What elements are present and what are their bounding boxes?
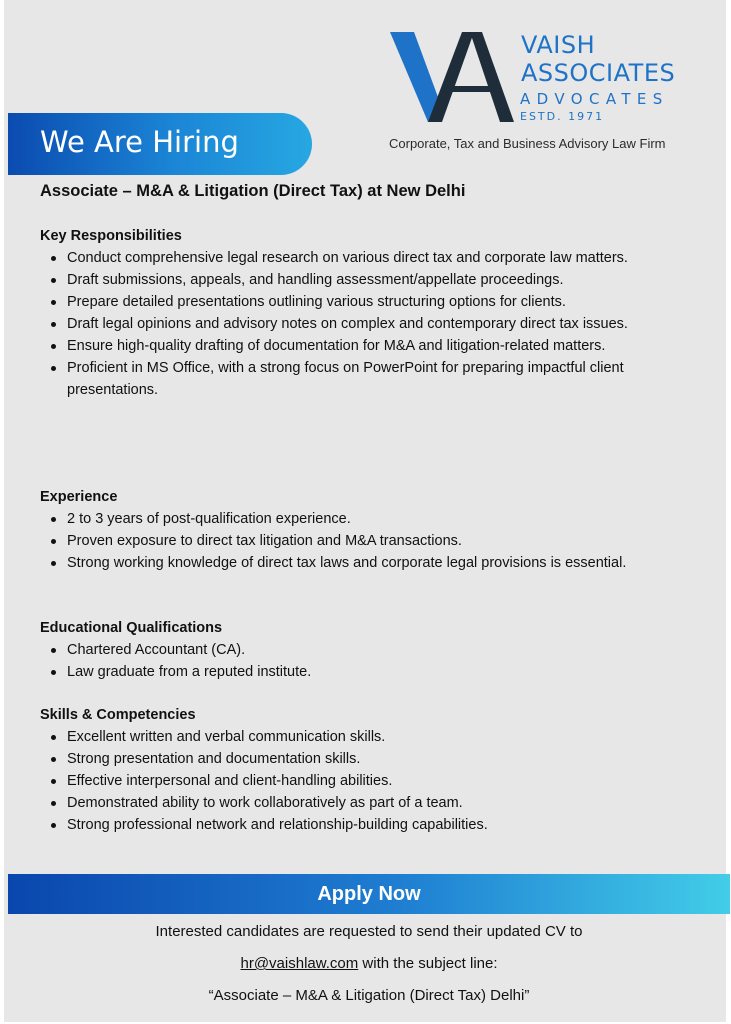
section-heading: Experience [40,489,118,505]
list-item: Strong presentation and documentation skills. [67,748,700,770]
list-item: Strong working knowledge of direct tax laws and corporate legal provisions is essential. [67,552,700,574]
education-list [40,639,700,683]
list-item: Prepare detailed presentations outlining various structuring options for clients. [67,291,700,313]
subject-line: “Associate – M&A & Litigation (Direct Tax) Delhi” [208,987,530,1004]
job-posting-page [4,0,726,1022]
hiring-banner-text: We Are Hiring [40,125,239,159]
list-item: Excellent written and verbal communication skills. [67,726,700,748]
apply-email-line [8,955,730,972]
list-item: Law graduate from a reputed institute. [67,661,700,683]
company-logo [390,30,700,130]
list-item: Draft legal opinions and advisory notes on complex and contemporary direct tax issues. [67,313,700,335]
email-link[interactable]: hr@vaishlaw.com [240,955,359,972]
apply-now-label: Apply Now [317,883,421,905]
skills-section [40,704,700,836]
brand-name-line2: ASSOCIATES [521,59,676,87]
va-monogram-icon [390,30,515,126]
list-item: Strong professional network and relationship-building capabilities. [67,814,700,836]
email-line-suffix: with the subject line: [358,955,498,972]
responsibilities-section [40,225,700,401]
job-title: Associate – M&A & Litigation (Direct Tax) at New Delhi [40,182,466,200]
experience-section [40,486,700,574]
apply-now-banner [8,874,730,914]
list-item: Effective interpersonal and client-handling abilities. [67,770,700,792]
education-section [40,617,700,683]
hiring-banner [8,113,312,175]
apply-instructions: Interested candidates are requested to send their updated CV to [155,923,583,940]
section-heading: Educational Qualifications [40,620,223,636]
list-item: 2 to 3 years of post-qualification experience. [67,508,700,530]
brand-name-line3: ADVOCATES [520,90,669,108]
brand-name-line1: VAISH [521,31,596,59]
brand-established: ESTD. 1971 [520,110,605,123]
list-item: Chartered Accountant (CA). [67,639,700,661]
list-item: Draft submissions, appeals, and handling assessment/appellate proceedings. [67,269,700,291]
experience-list [40,508,700,574]
list-item: Proficient in MS Office, with a strong focus on PowerPoint for preparing impactful client presentations. [67,357,700,401]
list-item: Ensure high-quality drafting of documentation for M&A and litigation-related matters. [67,335,700,357]
list-item: Conduct comprehensive legal research on various direct tax and corporate law matters. [67,247,700,269]
responsibilities-list [40,247,700,401]
section-heading: Skills & Competencies [40,707,196,723]
list-item: Proven exposure to direct tax litigation and M&A transactions. [67,530,700,552]
section-heading: Key Responsibilities [40,228,182,244]
list-item: Demonstrated ability to work collaboratively as part of a team. [67,792,700,814]
firm-tagline: Corporate, Tax and Business Advisory Law Firm [389,136,666,151]
skills-list [40,726,700,836]
